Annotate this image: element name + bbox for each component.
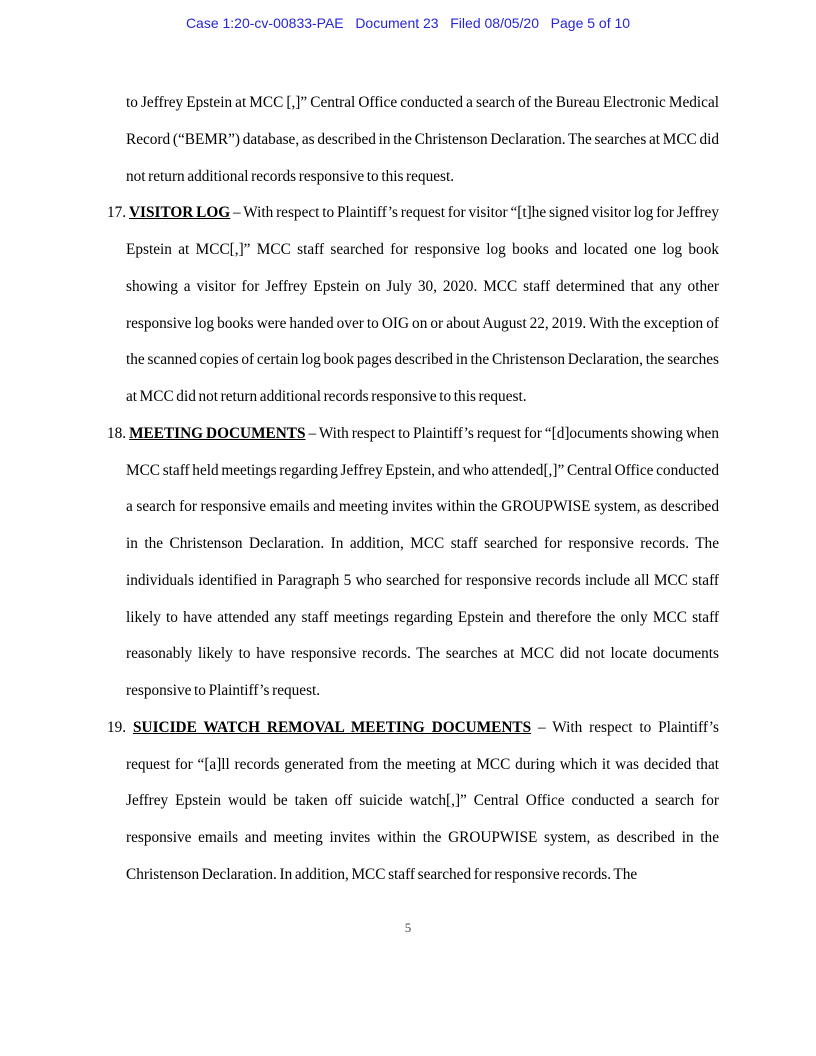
case-stamp-header: Case 1:20-cv-00833-PAE Document 23 Filed 08/05/20 Page 5 of 10 [185, 15, 631, 31]
paragraph-19-number: 19. [107, 718, 127, 736]
paragraph-18-heading: MEETING DOCUMENTS [129, 424, 306, 442]
paragraph-19 [107, 710, 720, 894]
paragraph-19-heading: SUICIDE WATCH REMOVAL MEETING DOCUMENTS [133, 718, 532, 736]
paragraph-18 [107, 416, 719, 710]
page-number: 5 [404, 920, 412, 935]
paragraph-18-text: – With respect to Plaintiff’s request for “[d]ocuments showing when MCC staff held meetings regarding Jeffrey Epstein, and who attended[,]” Central Office conducted a search for responsive emails and meeting invites within the GROUPWISE system, as described in the Christenson Declaration. In addition, MCC staff searched for responsive records. The individuals identified in Paragraph 5 who searched for responsive records include all MCC staff likely to have attended any staff meetings regarding Epstein and therefore the only MCC staff reasonably likely to have responsive records. The searches at MCC did not locate documents responsive to Plaintiff’s request. [126, 424, 719, 699]
paragraph-17-text: – With respect to Plaintiff’s request for visitor “[t]he signed visitor log for Jeffrey Epstein at MCC[,]” MCC staff searched for responsive log books and located one log book showing a visitor for Jeffrey Epstein on July 30, 2020. MCC staff determined that any other responsive log books were handed over to OIG on or about August 22, 2019. With the exception of the scanned copies of certain log book pages described in the Christenson Declaration, the searches at MCC did not return additional records responsive to this request. [126, 204, 719, 405]
paragraph-17-number: 17. [107, 204, 127, 222]
paragraph-continuation: to Jeffrey Epstein at MCC [,]” Central Office conducted a search of the Bureau Electronic Medical Record (“BEMR”) database, as described in the Christenson Declaration. The searches at MCC did not return additional records responsive to this request. [126, 94, 719, 185]
paragraph-17 [107, 195, 719, 416]
paragraph-18-number: 18. [107, 424, 127, 442]
paragraph-17-heading: VISITOR LOG [128, 204, 231, 222]
document-body [107, 85, 720, 894]
paragraph-19-text: – With respect to Plaintiff’s request for “[a]ll records generated from the meeting at MCC during which it was decided that Jeffrey Epstein would be taken off suicide watch[,]” Central Office conducted a search for responsive emails and meeting invites within the GROUPWISE system, as described in the Christenson Declaration. In addition, MCC staff searched for responsive records. The [126, 718, 720, 883]
